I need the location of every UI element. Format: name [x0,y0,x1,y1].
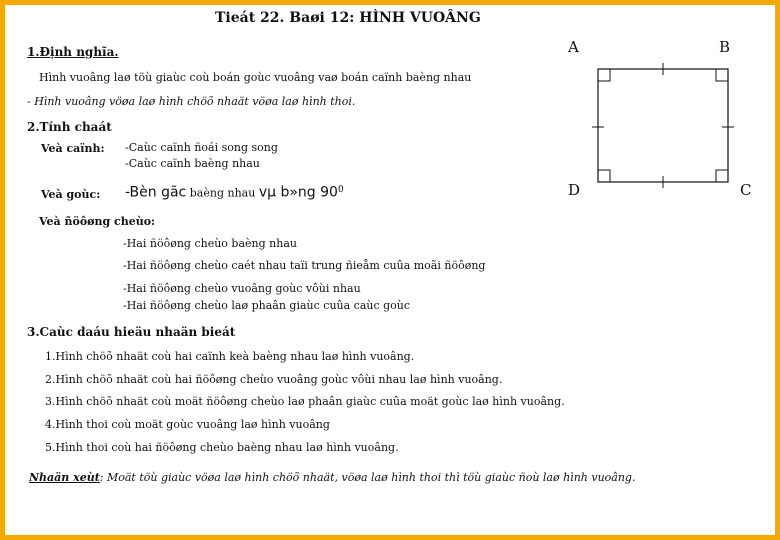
angles-text [125,183,344,201]
right-angle-mark-c [716,170,728,182]
recognition-item-3: 3.Hình chöõ nhaät coù moät ñöôøng cheùo laø phaân giaùc cuûa moät goùc laø hình vuoâng. [45,395,565,408]
right-angle-mark-d [598,170,610,182]
right-angle-mark-a [598,69,610,81]
definition-text: Hình vuoâng laø töù giaùc coù boán goùc vuoâng vaø boán caïnh baèng nhau [39,71,472,84]
square-drawing [565,35,780,205]
definition-note: - Hình vuoâng vöøa laø hình chöõ nhaät vöøa laø hình thoi. [27,95,356,108]
vertex-label-a: A [568,38,579,56]
square-figure [565,35,780,205]
recognition-item-1: 1.Hình chöõ nhaät coù hai caïnh keà baèng nhau laø hình vuoâng. [45,350,415,363]
recognition-heading: 3.Caùc daáu hieäu nhaän bieát [27,325,236,339]
diagonals-item-4: -Hai ñöôøng cheùo laø phaân giaùc cuûa caùc goùc [123,299,411,312]
definition-heading: 1.Định nghĩa. [27,45,119,59]
angles-prefix: -Bèn gãc [125,184,187,201]
sides-item-2: -Caùc caïnh baèng nhau [125,157,260,170]
section1-heading [27,45,119,59]
vertex-label-c: C [740,181,752,199]
sides-label: Veà caïnh: [41,142,105,155]
properties-heading: 2.Tính chaát [27,120,112,134]
recognition-item-2: 2.Hình chöõ nhaät coù hai ñöôøng cheùo vuoâng goùc vôùi nhau laø hình vuoâng. [45,373,503,386]
remark [29,471,635,485]
vertex-label-d: D [568,181,581,199]
recognition-item-5: 5.Hình thoi coù hai ñöôøng cheùo baèng nhau laø hình vuoâng. [45,441,399,454]
diagonals-item-3: -Hai ñöôøng cheùo vuoâng goùc vôùi nhau [123,282,361,295]
diagonals-label: Veà ñöôøng cheùo: [39,215,156,228]
recognition-item-4: 4.Hình thoi coù moät goùc vuoâng laø hình vuoâng [45,418,330,431]
degree-sup: 0 [337,185,344,195]
lesson-title: Tieát 22. Baøi 12: HÌNH VUOÂNG [215,10,481,26]
angles-suffix: vµ b»ng 90 [258,184,338,201]
sides-item-1: -Caùc caïnh ñoái song song [125,141,278,154]
diagonals-item-2: -Hai ñöôøng cheùo caét nhau taïi trung ñieåm cuûa moãi ñöôøng [123,259,486,272]
remark-text: : Moät töù giaùc vöøa laø hình chöõ nhaät, vöøa laø hình thoi thì töù giaùc ñoù laø hình vuoâng. [99,471,636,484]
square-outline [598,69,728,182]
vertex-label-b: B [719,38,731,56]
right-angle-mark-b [716,69,728,81]
angles-mid: baèng nhau [189,186,256,200]
diagonals-item-1: -Hai ñöôøng cheùo baèng nhau [123,237,297,250]
angles-label: Veà goùc: [41,188,101,201]
remark-label: Nhaän xeùt [29,471,100,484]
